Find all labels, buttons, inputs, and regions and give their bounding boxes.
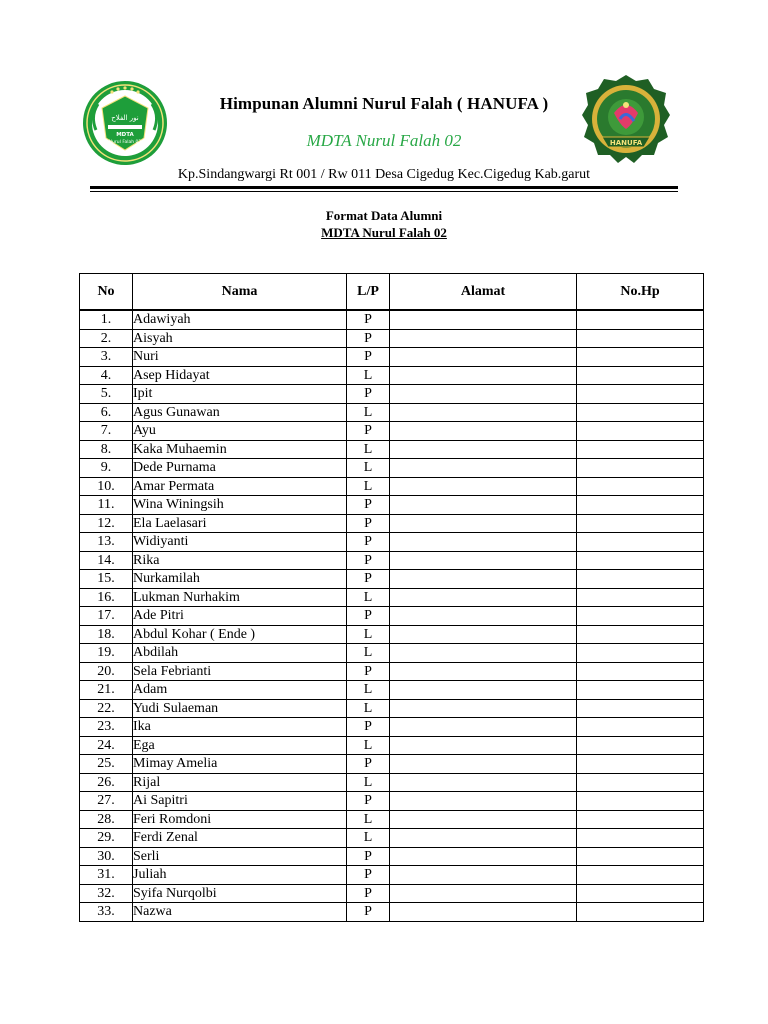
row-phone (577, 551, 704, 570)
table-row (80, 366, 704, 385)
header-nama: Nama (133, 274, 347, 311)
row-no: 27. (80, 792, 133, 811)
row-phone (577, 329, 704, 348)
row-address (390, 459, 577, 478)
row-name: Lukman Nurhakim (133, 588, 347, 607)
table-row (80, 588, 704, 607)
row-address (390, 718, 577, 737)
row-address (390, 514, 577, 533)
row-gender: P (347, 903, 390, 922)
row-phone (577, 718, 704, 737)
logo-line2: Nurul Falah 02 (108, 140, 142, 145)
row-address (390, 607, 577, 626)
row-name: Ai Sapitri (133, 792, 347, 811)
row-gender: P (347, 570, 390, 589)
row-address (390, 884, 577, 903)
table-row (80, 755, 704, 774)
row-gender: L (347, 366, 390, 385)
row-gender: P (347, 329, 390, 348)
row-no: 30. (80, 847, 133, 866)
row-phone (577, 403, 704, 422)
row-address (390, 681, 577, 700)
row-gender: P (347, 551, 390, 570)
header-lp: L/P (347, 274, 390, 311)
row-no: 8. (80, 440, 133, 459)
table-row (80, 403, 704, 422)
header-hp: No.Hp (577, 274, 704, 311)
row-gender: L (347, 403, 390, 422)
row-name: Feri Romdoni (133, 810, 347, 829)
row-name: Rika (133, 551, 347, 570)
row-phone (577, 847, 704, 866)
row-gender: L (347, 477, 390, 496)
row-gender: P (347, 884, 390, 903)
row-phone (577, 903, 704, 922)
row-phone (577, 625, 704, 644)
table-body (80, 310, 704, 921)
table-header-row (80, 274, 704, 311)
table-row (80, 422, 704, 441)
row-phone (577, 736, 704, 755)
row-gender: P (347, 348, 390, 367)
row-no: 20. (80, 662, 133, 681)
row-no: 5. (80, 385, 133, 404)
row-address (390, 310, 577, 329)
row-no: 19. (80, 644, 133, 663)
row-gender: P (347, 496, 390, 515)
row-name: Abdul Kohar ( Ende ) (133, 625, 347, 644)
row-gender: L (347, 681, 390, 700)
format-subtitle: MDTA Nurul Falah 02 (321, 225, 447, 240)
row-no: 1. (80, 310, 133, 329)
row-phone (577, 755, 704, 774)
table-row (80, 348, 704, 367)
row-name: Dede Purnama (133, 459, 347, 478)
row-no: 14. (80, 551, 133, 570)
row-phone (577, 810, 704, 829)
row-address (390, 755, 577, 774)
row-name: Agus Gunawan (133, 403, 347, 422)
row-phone (577, 570, 704, 589)
table-row (80, 329, 704, 348)
row-no: 25. (80, 755, 133, 774)
row-phone (577, 607, 704, 626)
row-no: 7. (80, 422, 133, 441)
row-name: Adawiyah (133, 310, 347, 329)
row-gender: P (347, 422, 390, 441)
row-no: 12. (80, 514, 133, 533)
row-no: 33. (80, 903, 133, 922)
row-name: Nuri (133, 348, 347, 367)
row-no: 10. (80, 477, 133, 496)
row-gender: L (347, 459, 390, 478)
table-row (80, 551, 704, 570)
row-no: 29. (80, 829, 133, 848)
row-gender: P (347, 718, 390, 737)
row-phone (577, 829, 704, 848)
row-gender: L (347, 440, 390, 459)
row-address (390, 903, 577, 922)
row-address (390, 588, 577, 607)
row-gender: L (347, 773, 390, 792)
school-title: MDTA Nurul Falah 02 (306, 131, 462, 150)
table-row (80, 699, 704, 718)
row-no: 26. (80, 773, 133, 792)
table-row (80, 810, 704, 829)
row-address (390, 847, 577, 866)
row-gender: P (347, 533, 390, 552)
mdta-logo (82, 80, 168, 166)
row-address (390, 829, 577, 848)
row-gender: P (347, 792, 390, 811)
row-name: Sela Febrianti (133, 662, 347, 681)
table-row (80, 718, 704, 737)
row-address (390, 440, 577, 459)
row-address (390, 422, 577, 441)
row-address (390, 496, 577, 515)
table-row (80, 385, 704, 404)
table-row (80, 514, 704, 533)
header-divider-thin (90, 191, 678, 192)
header-divider-thick (90, 186, 678, 189)
row-address (390, 736, 577, 755)
row-phone (577, 644, 704, 663)
row-phone (577, 884, 704, 903)
row-gender: P (347, 310, 390, 329)
table-row (80, 570, 704, 589)
row-phone (577, 533, 704, 552)
row-no: 9. (80, 459, 133, 478)
row-no: 11. (80, 496, 133, 515)
row-phone (577, 773, 704, 792)
row-name: Ferdi Zenal (133, 829, 347, 848)
row-address (390, 551, 577, 570)
row-name: Nazwa (133, 903, 347, 922)
row-no: 3. (80, 348, 133, 367)
row-gender: P (347, 385, 390, 404)
row-address (390, 866, 577, 885)
row-address (390, 644, 577, 663)
row-phone (577, 681, 704, 700)
table-row (80, 866, 704, 885)
row-address (390, 699, 577, 718)
row-address (390, 533, 577, 552)
row-phone (577, 477, 704, 496)
logo-arabic-text: نور الفلاح (111, 114, 139, 122)
row-address (390, 773, 577, 792)
table-row (80, 440, 704, 459)
row-name: Widiyanti (133, 533, 347, 552)
row-gender: L (347, 699, 390, 718)
table-row (80, 607, 704, 626)
table-row (80, 477, 704, 496)
row-no: 18. (80, 625, 133, 644)
row-name: Ipit (133, 385, 347, 404)
row-no: 24. (80, 736, 133, 755)
table-row (80, 903, 704, 922)
row-gender: P (347, 607, 390, 626)
alumni-table (79, 273, 704, 922)
row-name: Yudi Sulaeman (133, 699, 347, 718)
row-phone (577, 440, 704, 459)
table-row (80, 644, 704, 663)
table-row (80, 533, 704, 552)
row-phone (577, 310, 704, 329)
row-address (390, 792, 577, 811)
table-row (80, 884, 704, 903)
table-row (80, 792, 704, 811)
table-row (80, 847, 704, 866)
row-gender: P (347, 866, 390, 885)
table-row (80, 496, 704, 515)
row-address (390, 329, 577, 348)
row-address (390, 348, 577, 367)
table-row (80, 459, 704, 478)
row-name: Serli (133, 847, 347, 866)
row-no: 32. (80, 884, 133, 903)
row-phone (577, 348, 704, 367)
row-address (390, 385, 577, 404)
row-name: Mimay Amelia (133, 755, 347, 774)
row-name: Rijal (133, 773, 347, 792)
row-phone (577, 366, 704, 385)
row-gender: L (347, 810, 390, 829)
row-address (390, 403, 577, 422)
row-phone (577, 866, 704, 885)
row-gender: L (347, 625, 390, 644)
row-phone (577, 662, 704, 681)
row-gender: P (347, 662, 390, 681)
header-no: No (80, 274, 133, 311)
row-gender: L (347, 829, 390, 848)
row-address (390, 625, 577, 644)
header-alamat: Alamat (390, 274, 577, 311)
row-gender: P (347, 755, 390, 774)
row-phone (577, 514, 704, 533)
row-name: Nurkamilah (133, 570, 347, 589)
table-row (80, 625, 704, 644)
row-no: 2. (80, 329, 133, 348)
row-phone (577, 699, 704, 718)
row-no: 31. (80, 866, 133, 885)
row-gender: P (347, 514, 390, 533)
org-title: Himpunan Alumni Nurul Falah ( HANUFA ) (219, 94, 549, 113)
row-gender: L (347, 736, 390, 755)
row-no: 28. (80, 810, 133, 829)
row-name: Ela Laelasari (133, 514, 347, 533)
table-row (80, 773, 704, 792)
row-no: 6. (80, 403, 133, 422)
format-title: Format Data Alumni (325, 208, 443, 223)
row-name: Abdilah (133, 644, 347, 663)
row-gender: P (347, 847, 390, 866)
row-no: 17. (80, 607, 133, 626)
logo-banner-text: HANUFA (609, 139, 643, 147)
table-row (80, 736, 704, 755)
row-name: Ega (133, 736, 347, 755)
row-name: Adam (133, 681, 347, 700)
row-no: 22. (80, 699, 133, 718)
row-phone (577, 459, 704, 478)
row-phone (577, 422, 704, 441)
row-name: Ade Pitri (133, 607, 347, 626)
row-no: 13. (80, 533, 133, 552)
logo-line1: MDTA (116, 132, 134, 138)
row-name: Kaka Muhaemin (133, 440, 347, 459)
row-no: 15. (80, 570, 133, 589)
hanufa-logo (580, 73, 672, 165)
row-name: Syifa Nurqolbi (133, 884, 347, 903)
row-phone (577, 385, 704, 404)
table-row (80, 662, 704, 681)
table-row (80, 829, 704, 848)
row-name: Asep Hidayat (133, 366, 347, 385)
row-name: Ika (133, 718, 347, 737)
row-address (390, 570, 577, 589)
row-phone (577, 792, 704, 811)
row-address (390, 662, 577, 681)
row-phone (577, 588, 704, 607)
row-gender: L (347, 644, 390, 663)
row-address (390, 477, 577, 496)
row-address (390, 366, 577, 385)
row-no: 23. (80, 718, 133, 737)
row-gender: L (347, 588, 390, 607)
row-name: Ayu (133, 422, 347, 441)
row-no: 4. (80, 366, 133, 385)
row-no: 16. (80, 588, 133, 607)
row-name: Juliah (133, 866, 347, 885)
row-phone (577, 496, 704, 515)
row-address (390, 810, 577, 829)
row-name: Amar Permata (133, 477, 347, 496)
row-name: Aisyah (133, 329, 347, 348)
table-row (80, 681, 704, 700)
row-name: Wina Winingsih (133, 496, 347, 515)
row-no: 21. (80, 681, 133, 700)
address: Kp.Sindangwargi Rt 001 / Rw 011 Desa Cigedug Kec.Cigedug Kab.garut (177, 167, 591, 182)
table-row (80, 310, 704, 329)
